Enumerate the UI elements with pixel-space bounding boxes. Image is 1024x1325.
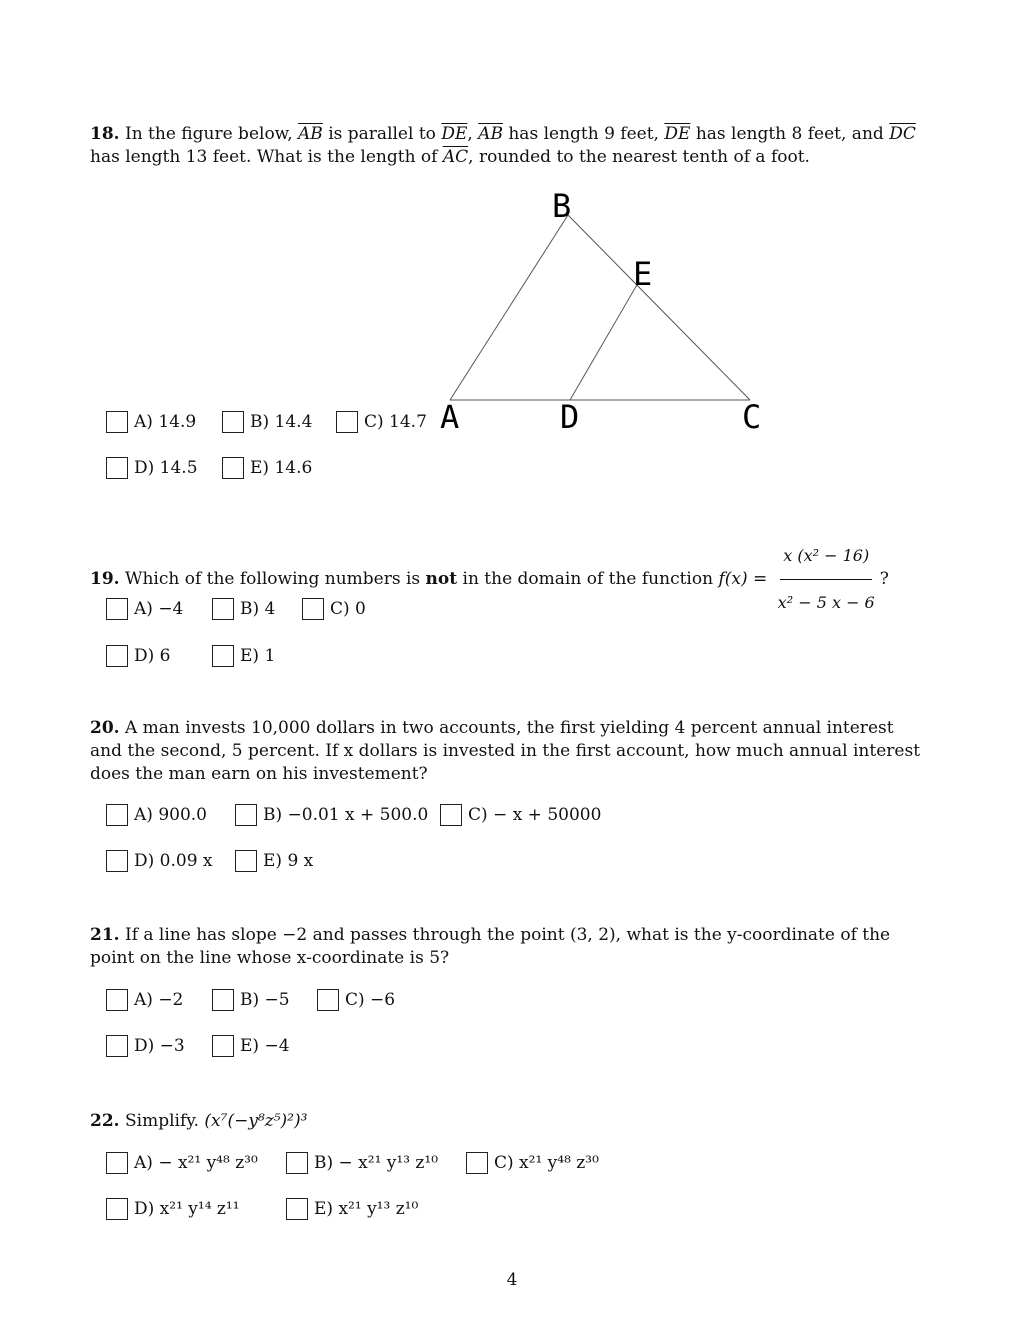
checkbox[interactable]	[222, 411, 244, 433]
checkbox[interactable]	[106, 1152, 128, 1174]
answer-option[interactable]: D) x²¹ y¹⁴ z¹¹	[106, 1198, 240, 1220]
checkbox[interactable]	[235, 804, 257, 826]
answer-option[interactable]: D) 0.09 x	[106, 850, 213, 872]
answer-option[interactable]: D) −3	[106, 1035, 185, 1057]
question-number: 19.	[90, 569, 120, 589]
checkbox[interactable]	[106, 850, 128, 872]
answer-option[interactable]: B) 14.4	[222, 411, 312, 433]
question-number: 22.	[90, 1111, 120, 1131]
answer-option[interactable]: B) −5	[212, 989, 290, 1011]
checkbox[interactable]	[106, 804, 128, 826]
label-a: A	[440, 398, 460, 435]
checkbox[interactable]	[466, 1152, 488, 1174]
question-20: 20. A man invests 10,000 dollars in two accounts, the first yielding 4 percent annual interest and the second, 5 percent. If x dollars is invested in the first account, how much annual interest does the man earn on his investement?	[90, 718, 921, 784]
answer-option[interactable]: A) 14.9	[106, 411, 196, 433]
answer-option[interactable]: D) 14.5	[106, 457, 198, 479]
checkbox[interactable]	[106, 411, 128, 433]
question-number: 20.	[90, 718, 120, 738]
answer-option[interactable]: C) −6	[317, 989, 395, 1011]
answer-option[interactable]: C) 14.7	[336, 411, 427, 433]
answer-option[interactable]: A) 900.0	[106, 804, 207, 826]
label-d: D	[560, 398, 580, 435]
page-number: 4	[506, 1270, 518, 1290]
triangle-figure	[430, 185, 790, 435]
question-number: 18.	[90, 124, 120, 144]
checkbox[interactable]	[106, 989, 128, 1011]
checkbox[interactable]	[212, 989, 234, 1011]
checkbox[interactable]	[106, 457, 128, 479]
answer-option[interactable]: A) −2	[106, 989, 183, 1011]
answer-option[interactable]: A) − x²¹ y⁴⁸ z³⁰	[106, 1152, 258, 1174]
label-b: B	[552, 187, 572, 225]
checkbox[interactable]	[212, 645, 234, 667]
answer-option[interactable]: B) − x²¹ y¹³ z¹⁰	[286, 1152, 438, 1174]
answer-option[interactable]: C) 0	[302, 598, 366, 620]
question-number: 21.	[90, 925, 120, 945]
checkbox[interactable]	[212, 1035, 234, 1057]
label-e: E	[633, 255, 653, 293]
checkbox[interactable]	[440, 804, 462, 826]
checkbox[interactable]	[106, 1035, 128, 1057]
question-18: 18. In the figure below, $\overline{AB}$ is parallel to $\overline{DE}$, $\overline{AB}$ has length 9 feet, $\overline{DE}$ has length 8 feet, and $\overline{DC}$ has length 13 feet. What is the length of $\overline{AC}$, rounded to the nearest tenth of a foot.	[90, 124, 916, 167]
answer-option[interactable]: C) − x + 50000	[440, 804, 601, 826]
checkbox[interactable]	[317, 989, 339, 1011]
checkbox[interactable]	[336, 411, 358, 433]
answer-option[interactable]: E) 14.6	[222, 457, 312, 479]
checkbox[interactable]	[222, 457, 244, 479]
checkbox[interactable]	[286, 1152, 308, 1174]
answer-option[interactable]: C) x²¹ y⁴⁸ z³⁰	[466, 1152, 599, 1174]
label-c: C	[742, 398, 762, 435]
answer-option[interactable]: E) −4	[212, 1035, 290, 1057]
question-22: 22. Simplify. (x⁷(−y⁸z⁵)²)³	[90, 1111, 308, 1131]
checkbox[interactable]	[212, 598, 234, 620]
answer-option[interactable]: E) x²¹ y¹³ z¹⁰	[286, 1198, 418, 1220]
answer-option[interactable]: B) −0.01 x + 500.0	[235, 804, 428, 826]
question-19: 19. Which of the following numbers is not in the domain of the function f(x) = $\frac{\text{x (x² − 16)}}{\text{x² − 5 x − 6}}$ ?	[90, 533, 930, 626]
answer-option[interactable]: A) −4	[106, 598, 183, 620]
answer-option[interactable]: D) 6	[106, 645, 170, 667]
checkbox[interactable]	[286, 1198, 308, 1220]
checkbox[interactable]	[106, 598, 128, 620]
checkbox[interactable]	[106, 1198, 128, 1220]
answer-option[interactable]: E) 1	[212, 645, 275, 667]
checkbox[interactable]	[302, 598, 324, 620]
checkbox[interactable]	[106, 645, 128, 667]
question-21: 21. If a line has slope −2 and passes through the point (3, 2), what is the y-coordinate of the point on the line whose x-coordinate is 5?	[90, 925, 891, 968]
fraction: $\frac{\text{x (x² − 16)}}{\text{x² − 5 x − 6}}$	[775, 533, 878, 626]
answer-option[interactable]: B) 4	[212, 598, 275, 620]
answer-option[interactable]: E) 9 x	[235, 850, 313, 872]
checkbox[interactable]	[235, 850, 257, 872]
